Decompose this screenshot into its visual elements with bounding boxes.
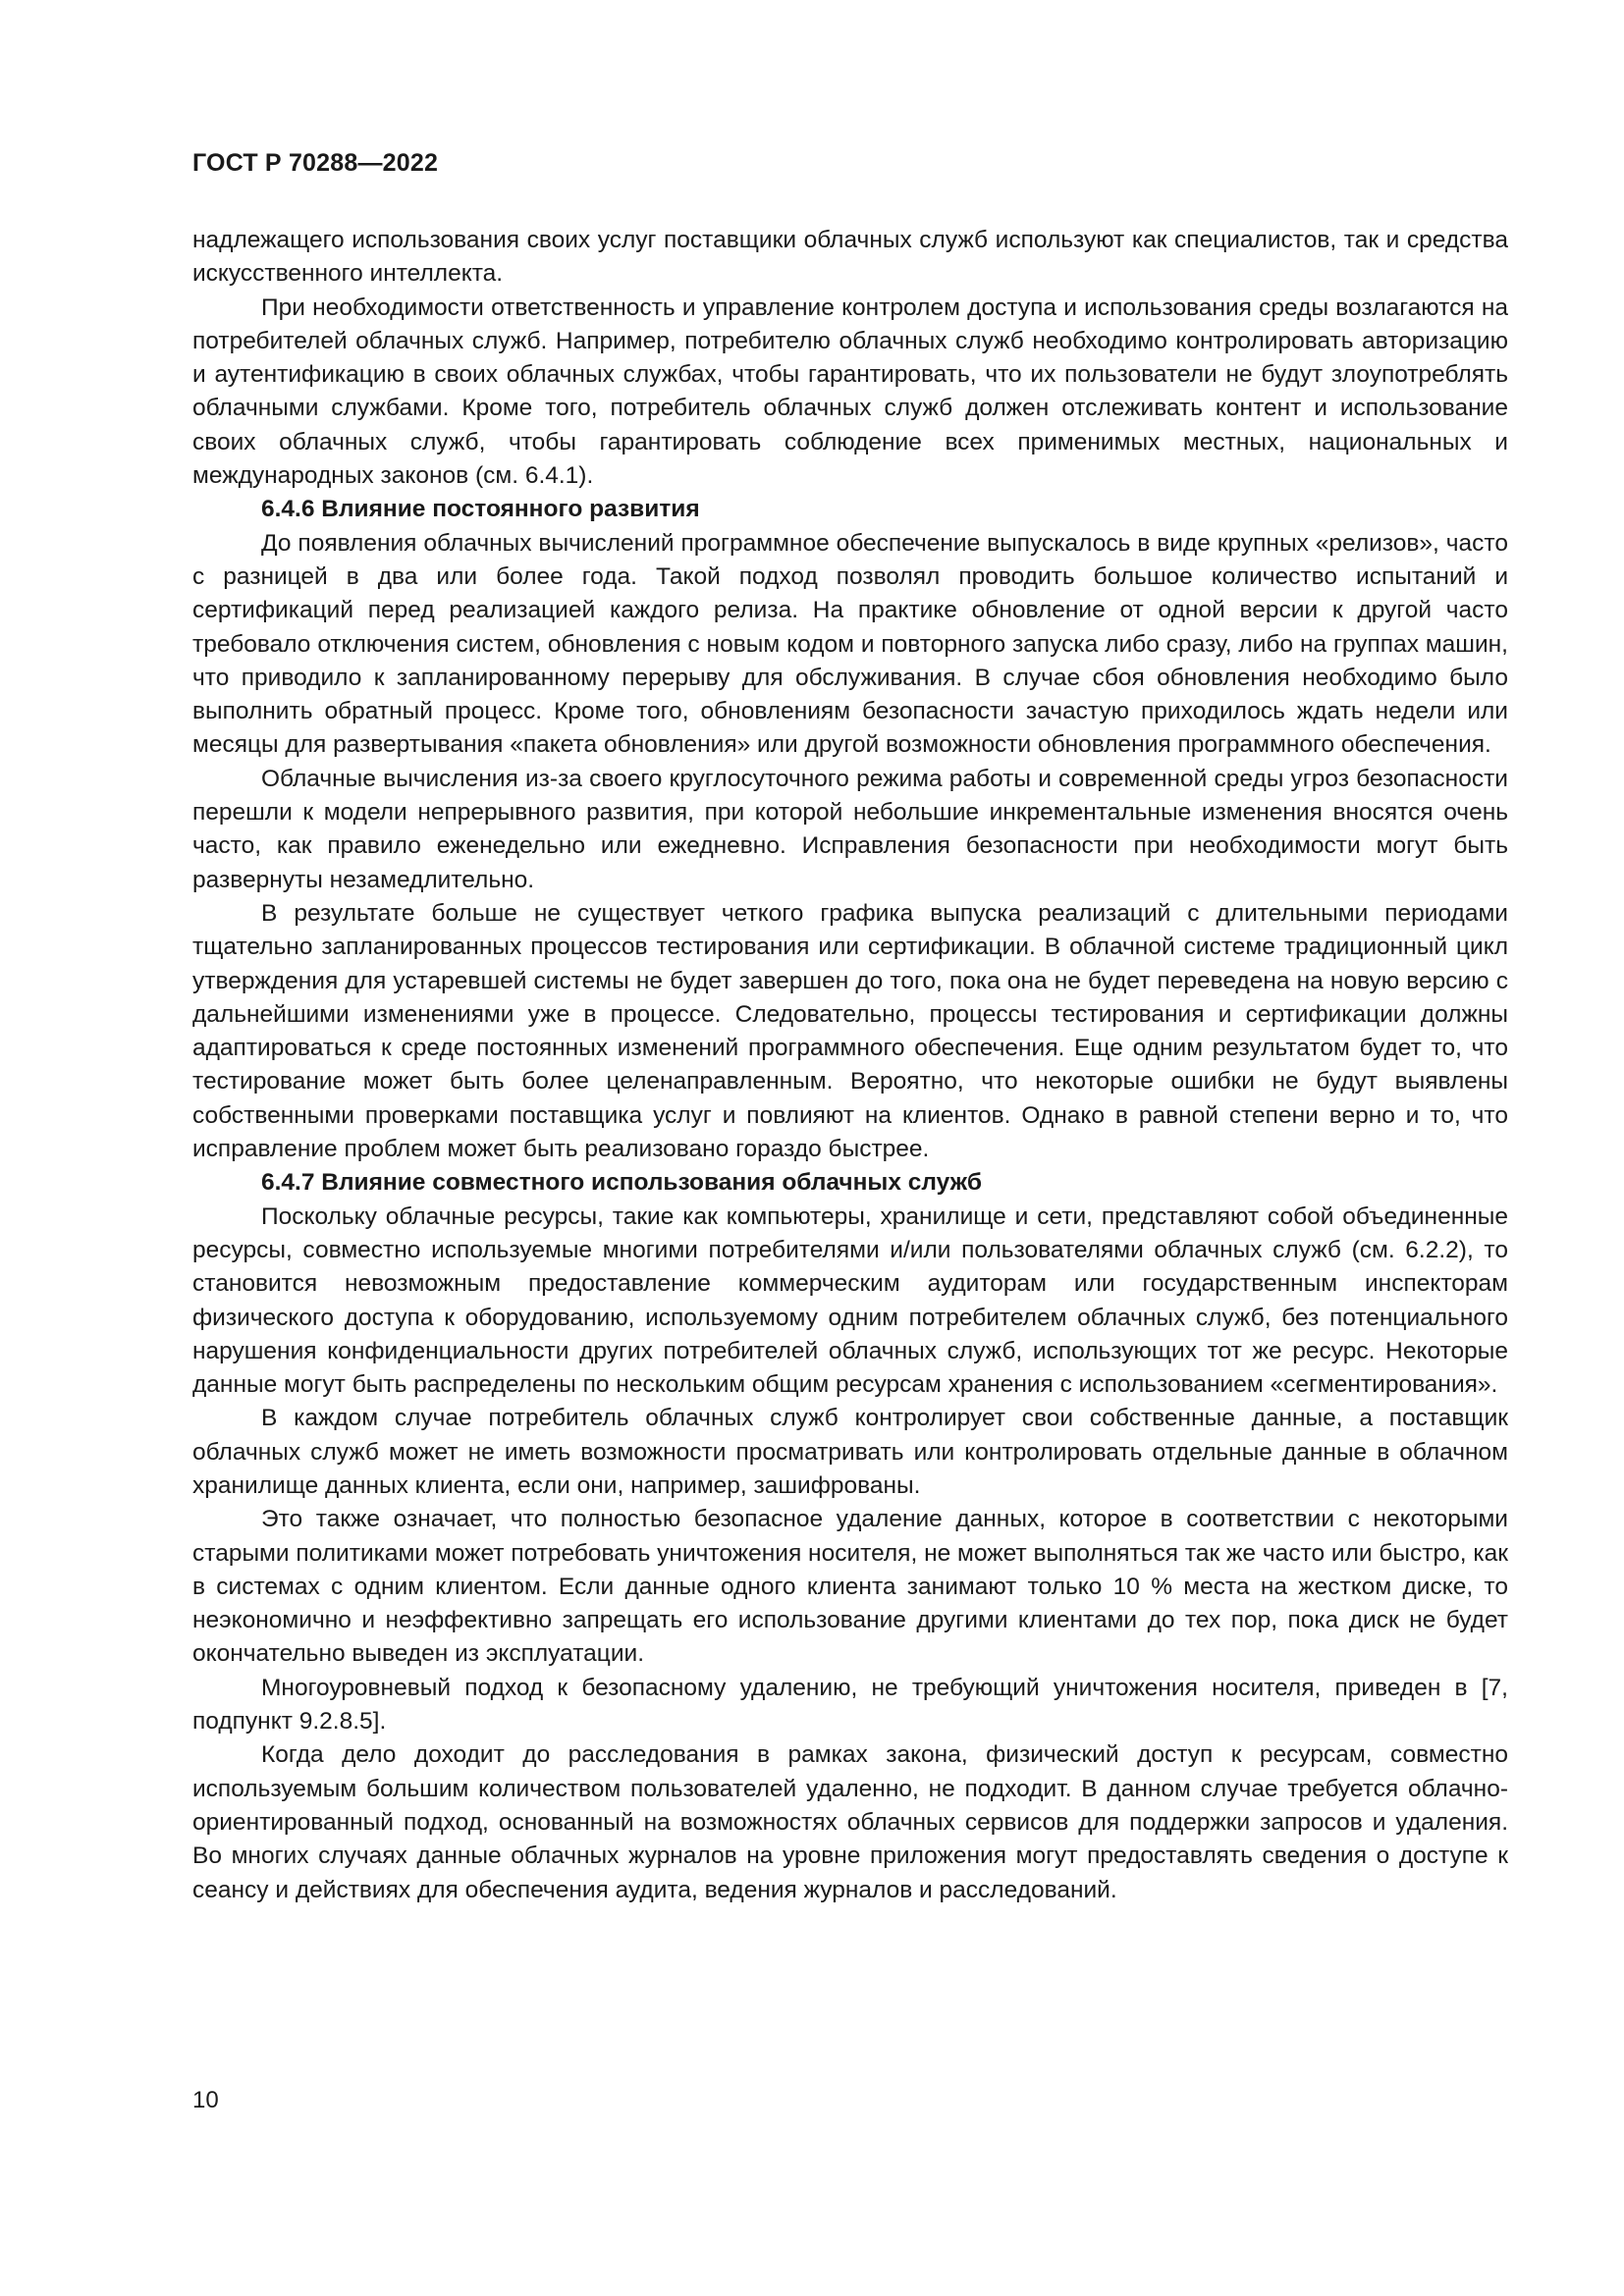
paragraph: До появления облачных вычислений программное обеспечение выпускалось в виде крупных «релизов», часто с разницей в два или более года. Такой подход позволял проводить большое количество испытаний и сертификаций перед реализацией каждого релиза. На практике обновление от одной версии к другой часто требовало отключения систем, обновления с новым кодом и повторного запуска либо сразу, либо на группах машин, что приводило к запланированному перерыву для обслуживания. В случае сбоя обновления необходимо было выполнить обратный процесс. Кроме того, обновлениям безопасности зачастую приходилось ждать недели или месяцы для развертывания «пакета обновления» или другой возможности обновления программного обеспечения. — [192, 529, 1508, 759]
paragraph: При необходимости ответственность и управление контролем доступа и использования среды возлагаются на потребителей облачных служб. Например, потребителю облачных служб необходимо контролировать авторизацию и аутентификацию в своих облачных службах, чтобы гарантировать, что их пользователи не будут злоупотреблять облачными службами. Кроме того, потребитель облачных служб должен отслеживать контент и использование своих облачных служб, чтобы гарантировать соблюдение всех применимых местных, национальных и международных законов (см. 6.4.1). — [192, 294, 1508, 490]
paragraph: Поскольку облачные ресурсы, такие как компьютеры, хранилище и сети, представляют собой объединенные ресурсы, совместно используемые многими потребителями и/или пользователями облачных служб (см. 6.2.2), то становится невозможным предоставление коммерческим аудиторам или государственным инспекторам физического доступа к оборудованию, используемому одним потребителем облачных служб, без потенциального нарушения конфиденциальности других потребителей облачных служб, использующих тот же ресурс. Некоторые данные могут быть распределены по нескольким общим ресурсам хранения с использованием «сегментирования». — [192, 1202, 1508, 1399]
document-body — [192, 224, 1508, 1907]
document-header: ГОСТ Р 70288—2022 — [192, 149, 439, 177]
paragraph: В результате больше не существует четкого графика выпуска реализаций с длительными периодами тщательно запланированных процессов тестирования или сертификации. В облачной системе традиционный цикл утверждения для устаревшей системы не будет завершен до того, пока она не будет переведена на новую версию с дальнейшими изменениями уже в процессе. Следовательно, процессы тестирования и сертификации должны адаптироваться к среде постоянных изменений программного обеспечения. Еще одним результатом будет то, что тестирование может быть более целенаправленным. Вероятно, что некоторые ошибки не будут выявлены собственными проверками поставщика услуг и повлияют на клиентов. Однако в равной степени верно и то, что исправление проблем может быть реализовано гораздо быстрее. — [192, 899, 1508, 1163]
paragraph: Облачные вычисления из-за своего круглосуточного режима работы и современной среды угроз безопасности перешли к модели непрерывного развития, при которой небольшие инкрементальные изменения вносятся очень часто, как правило еженедельно или ежедневно. Исправления безопасности при необходимости могут быть развернуты незамедлительно. — [192, 765, 1508, 893]
paragraph: Когда дело доходит до расследования в рамках закона, физический доступ к ресурсам, совместно используемым большим количеством пользователей удаленно, не подходит. В данном случае требуется облачно-ориентированный подход, основанный на возможностях облачных сервисов для поддержки запросов и удаления. Во многих случаях данные облачных журналов на уровне приложения могут предоставлять сведения о доступе к сеансу и действиях для обеспечения аудита, ведения журналов и расследований. — [192, 1741, 1508, 1903]
paragraph: надлежащего использования своих услуг поставщики облачных служб используют как специалистов, так и средства искусственного интеллекта. — [192, 227, 1508, 288]
page-number: 10 — [192, 2087, 219, 2113]
paragraph: Многоуровневый подход к безопасному удалению, не требующий уничтожения носителя, приведен в [7, подпункт 9.2.8.5]. — [192, 1674, 1508, 1735]
paragraph: Это также означает, что полностью безопасное удаление данных, которое в соответствии с некоторыми старыми политиками может потребовать уничтожения носителя, не может выполняться так же часто или быстро, как в системах с одним клиентом. Если данные одного клиента занимают только 10 % места на жестком диске, то неэкономично и неэффективно запрещать его использование другими клиентами до тех пор, пока диск не будет окончательно выведен из эксплуатации. — [192, 1506, 1508, 1668]
paragraph: В каждом случае потребитель облачных служб контролирует свои собственные данные, а поставщик облачных служб может не иметь возможности просматривать или контролировать отдельные данные в облачном хранилище данных клиента, если они, например, зашифрованы. — [192, 1405, 1508, 1499]
section-heading-6-4-6: 6.4.6 Влияние постоянного развития — [261, 496, 700, 523]
section-heading-6-4-7: 6.4.7 Влияние совместного использования облачных служб — [261, 1169, 983, 1197]
